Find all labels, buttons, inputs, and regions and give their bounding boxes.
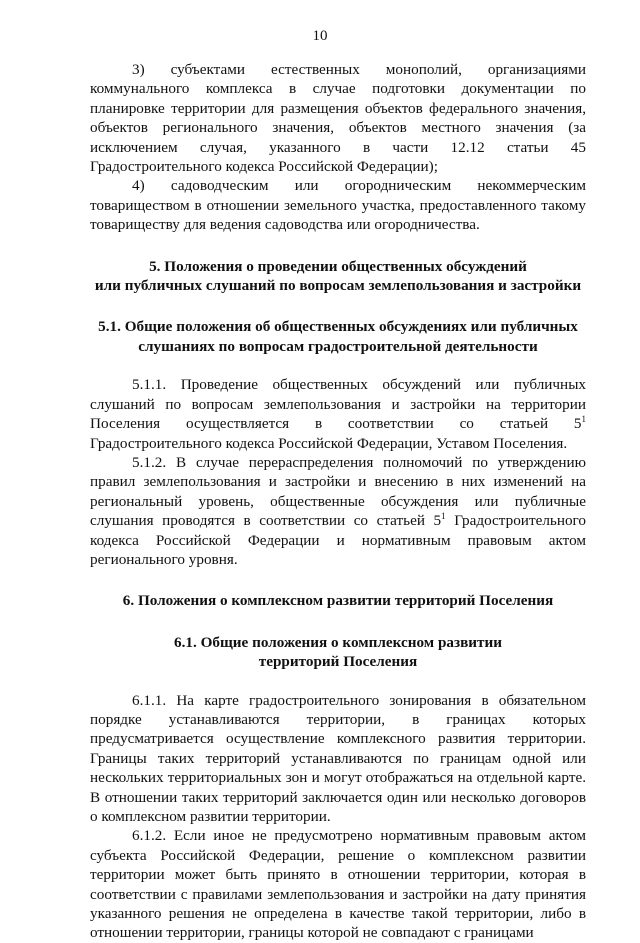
section-5-heading-line-1: 5. Положения о проведении общественных обсуждений — [149, 257, 527, 275]
section-6-1-heading-line-1: 6.1. Общие положения о комплексном развитии — [173, 633, 502, 651]
section-6-1-heading — [90, 633, 586, 672]
list-item-3: 3) субъектами естественных монополий, организациями коммунального комплекса в случае подготовки документации по планировке территории для размещения объектов федерального значения, объектов регионального значения, объектов местного значения (за исключением случая, указанного в части 12.12 статьи 45 Градостроительного кодекса Российской Федерации); — [90, 61, 586, 176]
page-number: 10 — [312, 28, 328, 44]
spacer — [90, 569, 586, 591]
paragraph-5-1-2-text: 5.1.2. В случае перераспределения полномочий по утверждению правил землепользования и застройки и внесению в них изменений на региональный уровень, общественные обсуждения или публичные слушания проводятся в соответствии со статьей 5 — [90, 453, 586, 530]
section-6-1-heading-line-2: территорий Поселения — [258, 653, 418, 671]
paragraph-5-1-1-text: 5.1.1. Проведение общественных обсуждений или публичных слушаний по вопросам землепользования и застройки на территории Поселения осуществляется в соответствии со статьей 5 — [90, 376, 586, 433]
paragraph-5-1-1 — [90, 375, 586, 453]
section-5-heading-line-2: или публичных слушаний по вопросам землепользования и застройки — [94, 277, 582, 295]
paragraph-5-1-1-text-end: Градостроительного кодекса Российской Федерации, Уставом Поселения. — [90, 434, 568, 452]
spacer — [90, 356, 586, 375]
paragraph-6-1-2: 6.1.2. Если иное не предусмотрено нормативным правовым актом субъекта Российской Федерации, решение о комплексном развитии территории может быть принято в отношении территории, которая в соответствии с правилами землепользования и застройки на дату принятия указанного решения не определена в качестве такой территории, либо в отношении территории, границы которой не совпадают с границами — [90, 827, 586, 942]
superscript: 1 — [441, 511, 446, 522]
paragraph-6-1-1: 6.1.1. На карте градостроительного зонирования в обязательном порядке устанавливаются территории, в границах которых предусматривается осуществление комплексного развития территории. Границы таких территорий устанавливаются по границам одной или нескольких территориальных зон и могут отображаться на отдельной карте. В отношении таких территорий заключается один или несколько договоров о комплексном развитии территории. — [90, 691, 586, 825]
section-6-heading: 6. Положения о комплексном развитии территорий Поселения — [122, 592, 554, 610]
spacer — [90, 672, 586, 691]
section-5-1-heading-line-1: 5.1. Общие положения об общественных обсуждениях или публичных — [98, 318, 578, 336]
spacer — [90, 295, 586, 317]
spacer — [90, 611, 586, 633]
spacer — [90, 235, 586, 257]
paragraph-5-1-2-text-end: Градостроительного кодекса Российской Федерации и нормативным правовым актом регионального уровня. — [90, 512, 586, 568]
section-5-1-heading — [90, 317, 586, 356]
section-5-heading — [90, 257, 586, 296]
list-item-4: 4) садоводческим или огородническим некоммерческим товариществом в отношении земельного участка, предоставленного такому товариществу для ведения садоводства или огородничества. — [90, 177, 586, 234]
document-body — [90, 60, 586, 943]
section-5-1-heading-line-2: слушаниях по вопросам градостроительной деятельности — [138, 337, 538, 355]
paragraph-5-1-2 — [90, 453, 586, 569]
superscript: 1 — [581, 414, 586, 425]
